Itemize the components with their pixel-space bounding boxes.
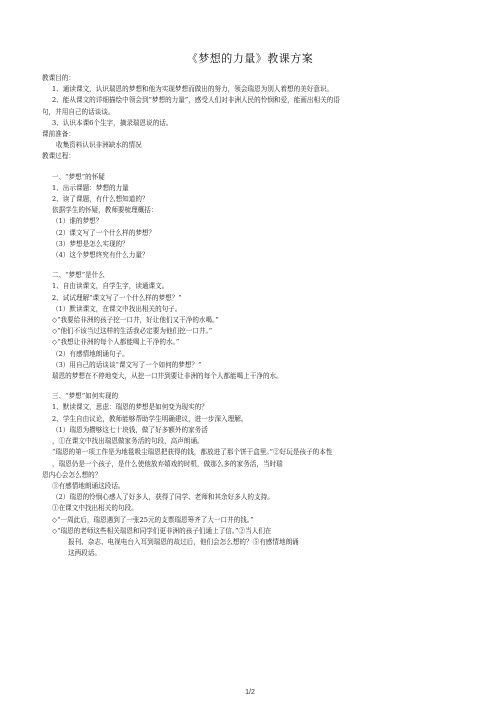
text-line: 瑞恩的梦想在不停地变大，从挖一口井到要让非洲的每个人都能喝上干净的水。: [52, 372, 283, 381]
text-line: （4）这个梦想终究有什么力量？: [52, 251, 149, 260]
text-line: 恩内心会怎么想的？: [42, 470, 102, 479]
text-line: 2、读了课题，有什么想知道的？: [52, 195, 149, 204]
spacer: [42, 261, 458, 270]
text-line: 教课过程：: [42, 152, 75, 161]
text-line: 收集资料认识非洲缺水的情况: [56, 141, 142, 150]
text-line: （2）瑞恩的怜悯心感人了好多人，获得了同学、老师和其余好多人的支持。: [52, 493, 274, 502]
text-line: “瑞恩的第一项工作是为地毯吸尘瑞恩把获得的钱，都放进了那个饼干盒里。”②好玩是孩子的本性: [52, 448, 333, 457]
spacer: [42, 163, 458, 172]
text-line: ◇“我想让非洲的每个人都能喝上干净的水。”: [52, 338, 180, 347]
text-line: （3）梦想是怎么实现的？: [52, 239, 129, 248]
text-line: 2、学生自由议论，教师能够帮助学生明确建议，进一步深入理解。: [52, 414, 248, 423]
text-line: ◇“我要给非洲的孩子挖一口井，好让他们又干净的水喝。”: [52, 316, 219, 325]
text-line: 报刊、杂志、电视电台入耳到瑞恩的故过后，他们会怎么想的？⑤有感情地朗诵: [68, 537, 299, 546]
text-line: ③有感情地朗诵这段话。: [52, 481, 125, 490]
text-line: 1、出示课题：梦想的力量: [52, 183, 129, 192]
text-line: 教课目的：: [42, 74, 75, 82]
text-line: ◇“瑞恩的老师这些相关瑞恩和同学们更非洲的孩子们通上了信。”②当人们在: [52, 526, 272, 535]
text-line: 2、能从课文的详细描绘中领会到“梦想的力量”，感受人们对非洲人民的怜悯和爱，能画出相关的语: [52, 96, 340, 105]
text-line: ，瑞恩仍是一个孩子，是什么使他放弃嬉戏的时机，做那么多的家务活，当时瑞: [52, 459, 283, 468]
text-line: ，①在课文中找出瑞恩做家务活的句段，高声朗诵。: [52, 437, 204, 446]
text-line: 课前准备：: [42, 130, 75, 139]
text-line: 2、试试理解“课文写了一个什么样的梦想？”: [52, 293, 182, 302]
text-line: （2）课文写了一个什么样的梦想？: [52, 228, 156, 237]
text-line: 3、认识本课6个生字，摘录瑞恩说的话。: [52, 118, 173, 127]
text-line: （2）有感情地朗诵句子。: [52, 349, 129, 358]
text-line: 句，并用自己的话谈谈。: [42, 107, 115, 116]
text-line: （1）谁的梦想？: [52, 217, 103, 226]
text-line: 这两段话。: [68, 549, 101, 558]
text-line: （1）默读课文，在课文中找出相关的句子。: [52, 304, 182, 313]
text-line: 1、通读课文，认识瑞恩的梦想和他为实现梦想而做出的努力，领会瑞恩为别人着想的美好意识。: [52, 85, 334, 94]
text-line: 1、自由读课文，自学生字，读通课文。: [52, 282, 169, 291]
text-line: ①在课文中找出相关的句段。: [52, 504, 138, 513]
text-line: （1）瑞恩为攒够这七十块钱，做了好多额外的家务活: [52, 425, 208, 434]
text-line: 1、默读课文，思虑：瑞恩的梦想是如何变为现实的？: [52, 403, 208, 412]
text-line: 一、“梦想”的怀疑: [52, 172, 105, 181]
text-line: ◇“一周此后，瑞恩遇到了一张25元的支票瑞恩筹齐了大一口井的钱。”: [52, 515, 254, 524]
text-line: 依据学生的怀疑，教师要梳理概括：: [52, 206, 158, 215]
spacer: [42, 382, 458, 391]
document-body: [42, 73, 458, 559]
text-line: 三、“梦想”如何实现的: [52, 392, 119, 401]
page-title: 《梦想的力量》教课方案: [186, 52, 314, 65]
page-number: 1/2: [245, 689, 255, 696]
text-line: （3）用自己的话谈谈“课文写了一个如何的梦想？”: [52, 360, 202, 369]
text-line: 二、“梦想”是什么: [52, 271, 105, 280]
text-line: ◇“他们不该当过这样的生活我必定要为他们挖一口井。”: [52, 327, 213, 336]
